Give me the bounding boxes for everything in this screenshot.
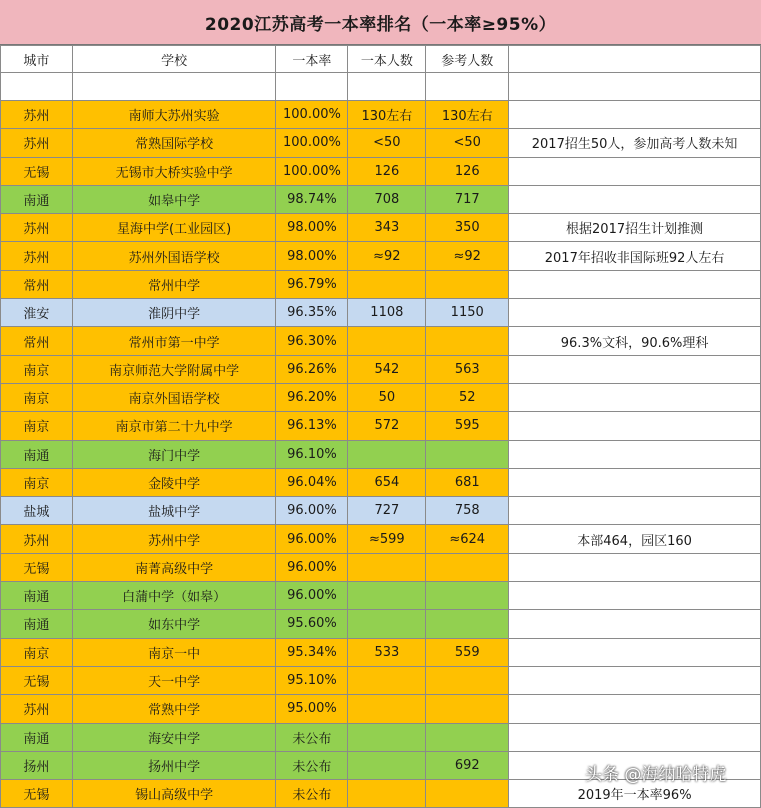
cell-note <box>509 157 761 185</box>
cell-city: 苏州 <box>1 695 73 723</box>
table-row <box>1 468 761 496</box>
table-row <box>1 355 761 383</box>
cell-note <box>509 101 761 129</box>
cell-school: 海门中学 <box>72 440 276 468</box>
cell-total-count: 681 <box>426 468 509 496</box>
blank-row <box>1 73 761 101</box>
cell-rate: 100.00% <box>276 101 348 129</box>
cell-total-count <box>426 723 509 751</box>
blank-cell <box>426 73 509 101</box>
cell-note <box>509 723 761 751</box>
cell-total-count: 126 <box>426 157 509 185</box>
cell-city: 南通 <box>1 440 73 468</box>
header-rate: 一本率 <box>276 46 348 73</box>
cell-note <box>509 553 761 581</box>
cell-note <box>509 468 761 496</box>
cell-school: 白蒲中学（如皋） <box>72 582 276 610</box>
cell-school: 星海中学(工业园区) <box>72 214 276 242</box>
cell-first-count <box>348 582 426 610</box>
cell-city: 南京 <box>1 383 73 411</box>
table-row <box>1 723 761 751</box>
cell-first-count <box>348 666 426 694</box>
cell-first-count: 130左右 <box>348 101 426 129</box>
cell-note <box>509 638 761 666</box>
table-title: 2020江苏高考一本率排名（一本率≥95%） <box>0 0 761 45</box>
table-row <box>1 214 761 242</box>
cell-city: 常州 <box>1 270 73 298</box>
cell-total-count <box>426 440 509 468</box>
ranking-table <box>0 45 761 808</box>
table-row <box>1 101 761 129</box>
cell-first-count: 126 <box>348 157 426 185</box>
cell-total-count: 595 <box>426 412 509 440</box>
table-row <box>1 383 761 411</box>
cell-school: 淮阴中学 <box>72 299 276 327</box>
cell-note <box>509 582 761 610</box>
cell-city: 南京 <box>1 638 73 666</box>
table-row <box>1 129 761 157</box>
cell-school: 南京市第二十九中学 <box>72 412 276 440</box>
cell-first-count: 572 <box>348 412 426 440</box>
cell-first-count: 50 <box>348 383 426 411</box>
cell-total-count: 130左右 <box>426 101 509 129</box>
cell-total-count <box>426 780 509 808</box>
cell-rate: 未公布 <box>276 780 348 808</box>
cell-note <box>509 497 761 525</box>
cell-total-count: 758 <box>426 497 509 525</box>
cell-school: 盐城中学 <box>72 497 276 525</box>
cell-city: 无锡 <box>1 157 73 185</box>
cell-first-count: <50 <box>348 129 426 157</box>
cell-first-count <box>348 610 426 638</box>
table-row <box>1 497 761 525</box>
cell-rate: 100.00% <box>276 157 348 185</box>
cell-rate: 95.60% <box>276 610 348 638</box>
cell-total-count: 563 <box>426 355 509 383</box>
cell-rate: 96.00% <box>276 553 348 581</box>
cell-rate: 95.00% <box>276 695 348 723</box>
cell-school: 锡山高级中学 <box>72 780 276 808</box>
cell-total-count: 350 <box>426 214 509 242</box>
table-row <box>1 525 761 553</box>
cell-total-count <box>426 553 509 581</box>
cell-note <box>509 610 761 638</box>
cell-city: 无锡 <box>1 780 73 808</box>
cell-total-count: 52 <box>426 383 509 411</box>
cell-first-count: 542 <box>348 355 426 383</box>
cell-school: 无锡市大桥实验中学 <box>72 157 276 185</box>
table-row <box>1 553 761 581</box>
cell-note: 96.3%文科，90.6%理科 <box>509 327 761 355</box>
cell-city: 常州 <box>1 327 73 355</box>
cell-city: 南通 <box>1 610 73 638</box>
cell-rate: 96.00% <box>276 582 348 610</box>
cell-rate: 96.26% <box>276 355 348 383</box>
cell-city: 苏州 <box>1 129 73 157</box>
cell-note <box>509 383 761 411</box>
cell-rate: 98.74% <box>276 185 348 213</box>
cell-total-count <box>426 666 509 694</box>
cell-note <box>509 695 761 723</box>
cell-total-count: 692 <box>426 751 509 779</box>
cell-city: 苏州 <box>1 101 73 129</box>
cell-first-count: ≈92 <box>348 242 426 270</box>
cell-first-count: 654 <box>348 468 426 496</box>
cell-city: 南京 <box>1 355 73 383</box>
table-row <box>1 440 761 468</box>
cell-rate: 96.00% <box>276 497 348 525</box>
cell-school: 天一中学 <box>72 666 276 694</box>
cell-rate: 98.00% <box>276 242 348 270</box>
cell-city: 南通 <box>1 582 73 610</box>
blank-cell <box>348 73 426 101</box>
cell-note: 2017年招收非国际班92人左右 <box>509 242 761 270</box>
header-first-count: 一本人数 <box>348 46 426 73</box>
table-row <box>1 582 761 610</box>
table-row <box>1 666 761 694</box>
cell-note <box>509 299 761 327</box>
cell-rate: 96.04% <box>276 468 348 496</box>
cell-first-count <box>348 270 426 298</box>
cell-school: 南京师范大学附属中学 <box>72 355 276 383</box>
cell-school: 南京外国语学校 <box>72 383 276 411</box>
cell-first-count <box>348 553 426 581</box>
cell-city: 苏州 <box>1 525 73 553</box>
cell-total-count <box>426 270 509 298</box>
table-row <box>1 185 761 213</box>
cell-total-count <box>426 327 509 355</box>
table-row <box>1 242 761 270</box>
cell-first-count <box>348 695 426 723</box>
cell-rate: 95.10% <box>276 666 348 694</box>
cell-rate: 96.35% <box>276 299 348 327</box>
table-row <box>1 327 761 355</box>
cell-total-count: 1150 <box>426 299 509 327</box>
cell-school: 南菁高级中学 <box>72 553 276 581</box>
cell-note <box>509 666 761 694</box>
cell-rate: 96.00% <box>276 525 348 553</box>
cell-first-count <box>348 751 426 779</box>
table-row <box>1 695 761 723</box>
cell-total-count: ≈92 <box>426 242 509 270</box>
cell-city: 苏州 <box>1 242 73 270</box>
cell-total-count: 559 <box>426 638 509 666</box>
cell-first-count <box>348 440 426 468</box>
header-city: 城市 <box>1 46 73 73</box>
table-row <box>1 157 761 185</box>
blank-cell <box>276 73 348 101</box>
table-row <box>1 299 761 327</box>
cell-total-count <box>426 610 509 638</box>
blank-cell <box>509 73 761 101</box>
cell-city: 无锡 <box>1 553 73 581</box>
cell-first-count <box>348 723 426 751</box>
cell-rate: 96.10% <box>276 440 348 468</box>
header-note <box>509 46 761 73</box>
cell-note <box>509 185 761 213</box>
cell-note: 2019年一本率96% <box>509 780 761 808</box>
cell-city: 淮安 <box>1 299 73 327</box>
cell-first-count: ≈599 <box>348 525 426 553</box>
cell-school: 常熟国际学校 <box>72 129 276 157</box>
cell-city: 南京 <box>1 468 73 496</box>
cell-total-count <box>426 582 509 610</box>
cell-rate: 96.20% <box>276 383 348 411</box>
table-row <box>1 270 761 298</box>
blank-cell <box>72 73 276 101</box>
cell-note: 2017招生50人，参加高考人数未知 <box>509 129 761 157</box>
cell-rate: 98.00% <box>276 214 348 242</box>
cell-school: 南师大苏州实验 <box>72 101 276 129</box>
cell-city: 苏州 <box>1 214 73 242</box>
cell-city: 扬州 <box>1 751 73 779</box>
header-total-count: 参考人数 <box>426 46 509 73</box>
cell-school: 如皋中学 <box>72 185 276 213</box>
cell-school: 常熟中学 <box>72 695 276 723</box>
cell-note <box>509 440 761 468</box>
cell-total-count <box>426 695 509 723</box>
watermark: 头条 @海纳哈特虎 <box>585 765 727 785</box>
cell-city: 无锡 <box>1 666 73 694</box>
header-school: 学校 <box>72 46 276 73</box>
cell-first-count <box>348 327 426 355</box>
blank-cell <box>1 73 73 101</box>
cell-school: 苏州中学 <box>72 525 276 553</box>
cell-first-count: 343 <box>348 214 426 242</box>
cell-note <box>509 412 761 440</box>
cell-city: 南通 <box>1 185 73 213</box>
cell-total-count: 717 <box>426 185 509 213</box>
cell-note: 本部464，园区160 <box>509 525 761 553</box>
cell-total-count: ≈624 <box>426 525 509 553</box>
cell-first-count: 727 <box>348 497 426 525</box>
cell-first-count: 533 <box>348 638 426 666</box>
cell-rate: 96.13% <box>276 412 348 440</box>
cell-first-count: 1108 <box>348 299 426 327</box>
cell-rate: 96.30% <box>276 327 348 355</box>
cell-school: 金陵中学 <box>72 468 276 496</box>
cell-note: 根据2017招生计划推测 <box>509 214 761 242</box>
cell-rate: 96.79% <box>276 270 348 298</box>
cell-school: 海安中学 <box>72 723 276 751</box>
cell-first-count <box>348 780 426 808</box>
cell-school: 扬州中学 <box>72 751 276 779</box>
cell-school: 常州市第一中学 <box>72 327 276 355</box>
cell-first-count: 708 <box>348 185 426 213</box>
cell-note <box>509 355 761 383</box>
cell-note <box>509 270 761 298</box>
cell-school: 南京一中 <box>72 638 276 666</box>
cell-school: 苏州外国语学校 <box>72 242 276 270</box>
cell-school: 常州中学 <box>72 270 276 298</box>
cell-school: 如东中学 <box>72 610 276 638</box>
cell-city: 盐城 <box>1 497 73 525</box>
table-row <box>1 412 761 440</box>
table-row <box>1 610 761 638</box>
cell-rate: 100.00% <box>276 129 348 157</box>
table-row <box>1 638 761 666</box>
cell-rate: 未公布 <box>276 751 348 779</box>
cell-total-count: <50 <box>426 129 509 157</box>
cell-rate: 未公布 <box>276 723 348 751</box>
header-row <box>1 46 761 73</box>
cell-rate: 95.34% <box>276 638 348 666</box>
cell-city: 南通 <box>1 723 73 751</box>
cell-city: 南京 <box>1 412 73 440</box>
